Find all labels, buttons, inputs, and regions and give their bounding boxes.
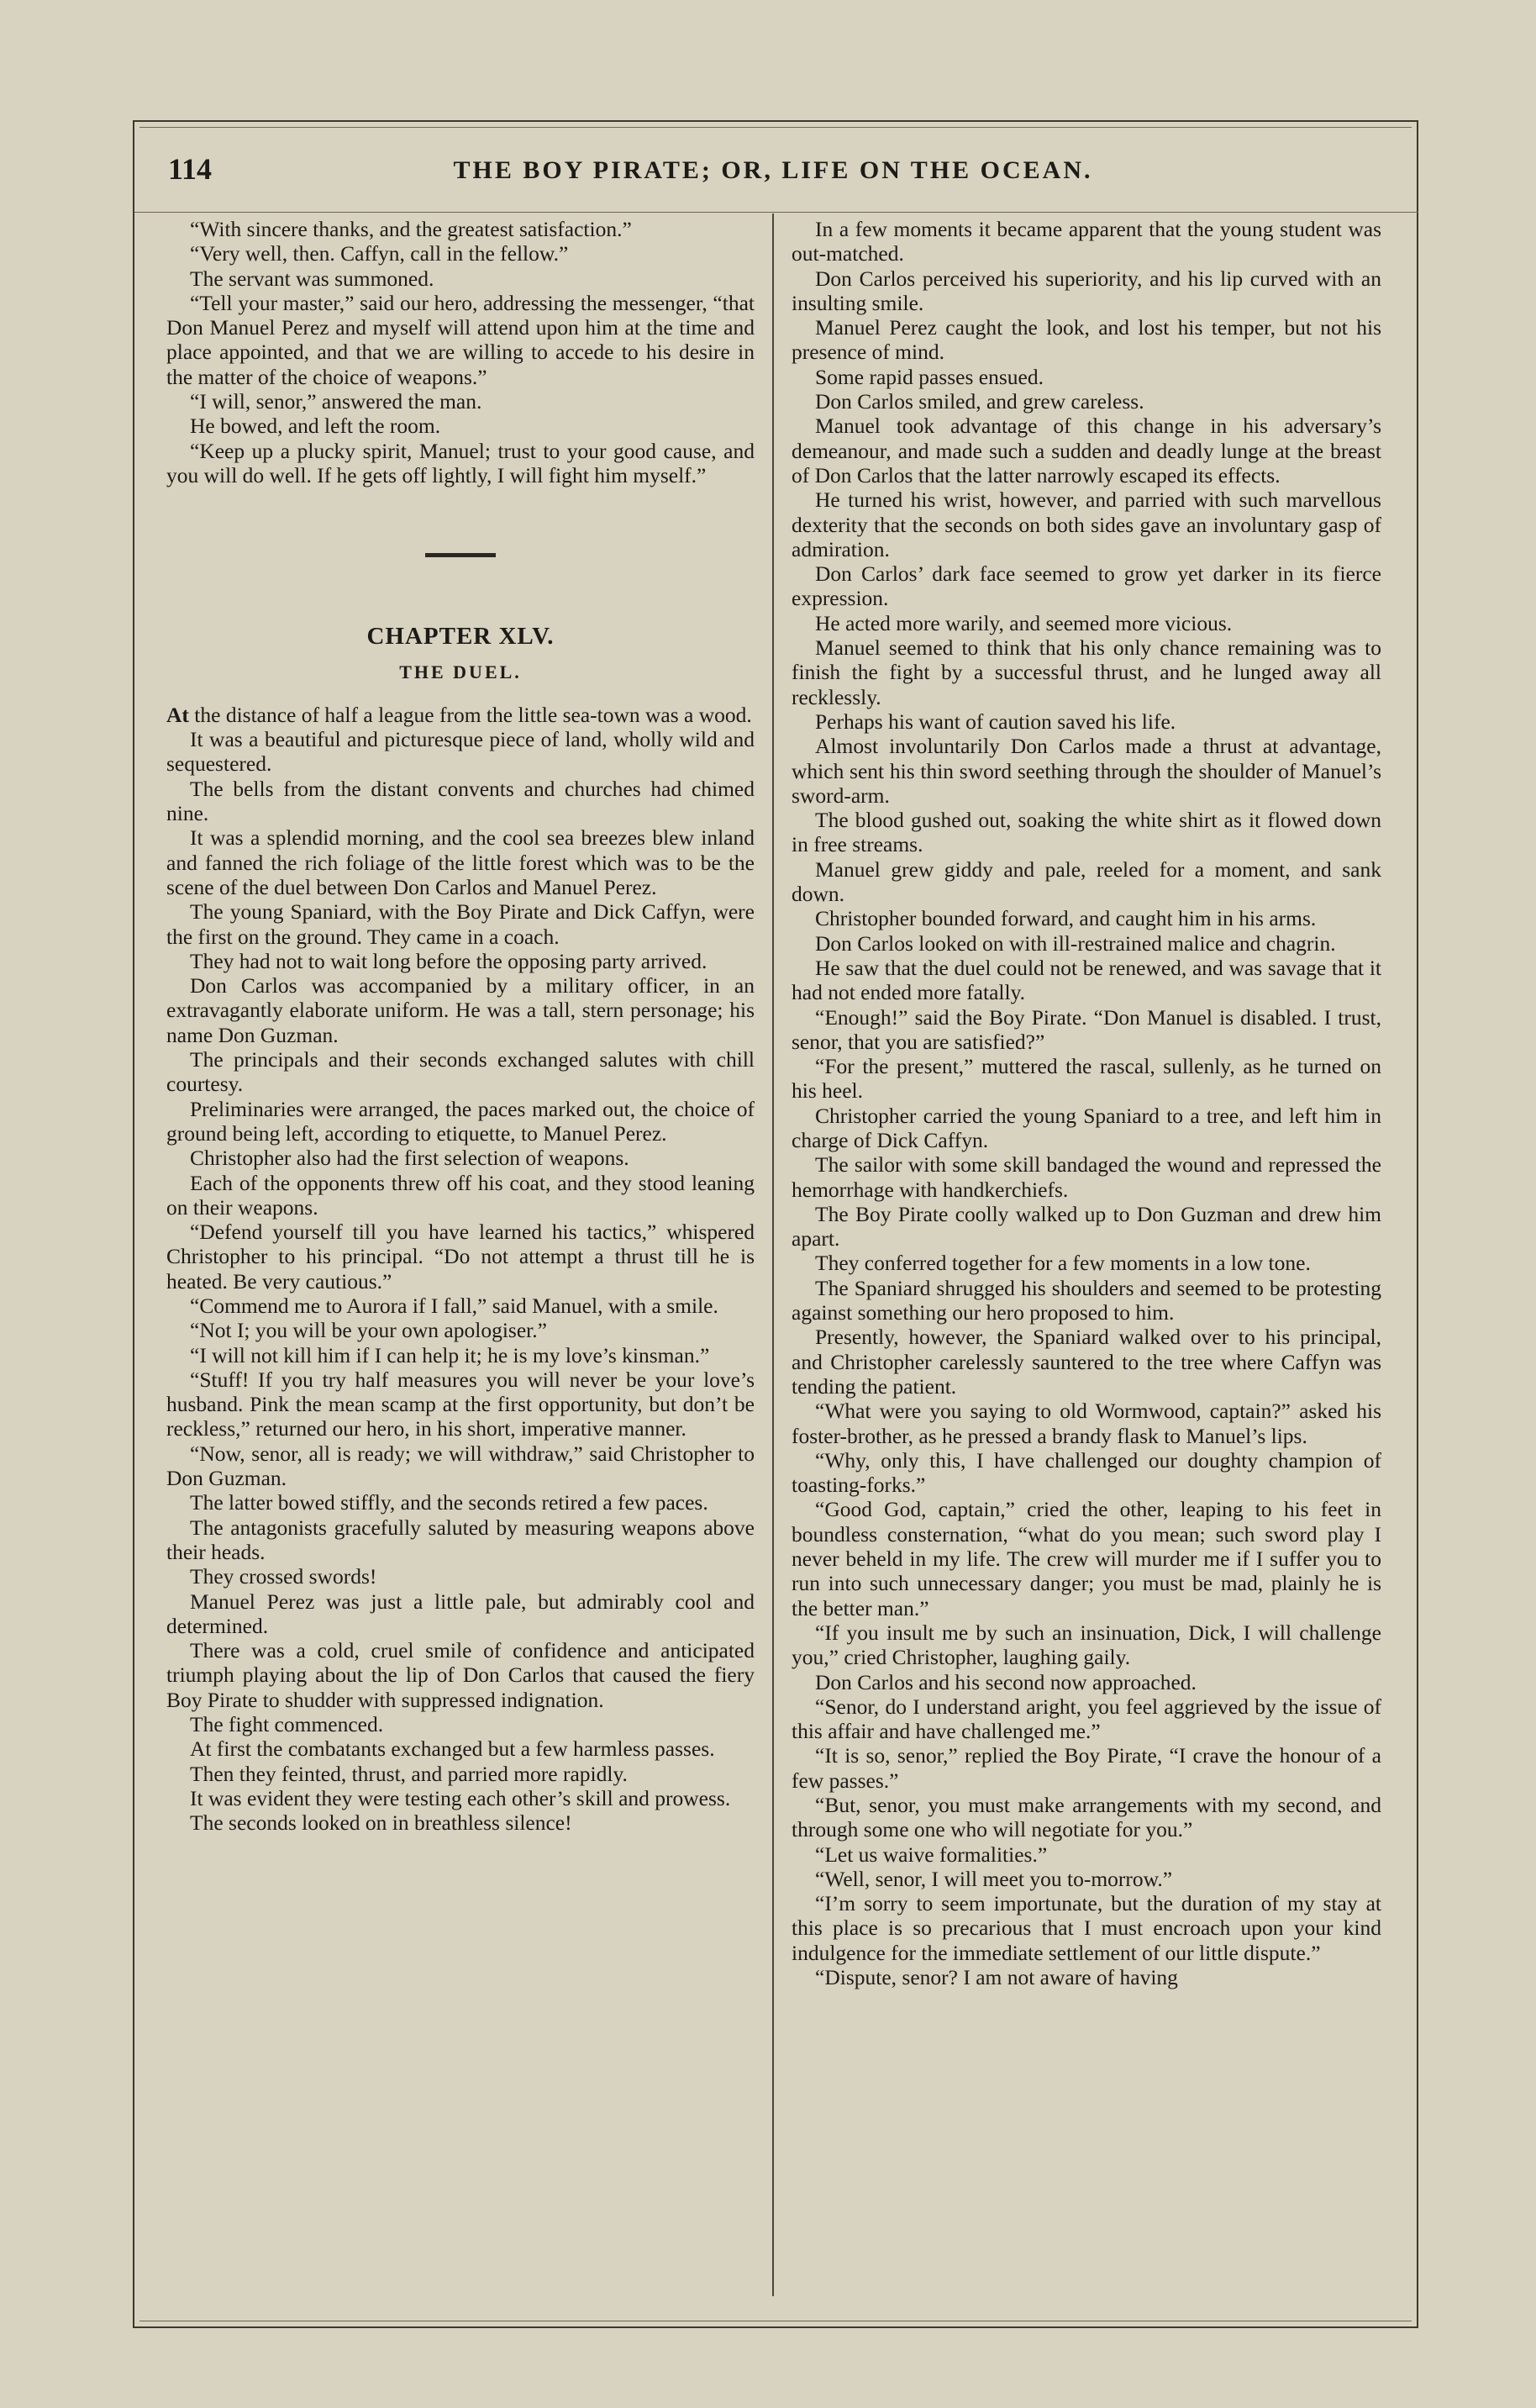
paragraph: The principals and their seconds exchanged salutes with chill courtesy. <box>166 1047 755 1097</box>
paragraph: The Boy Pirate coolly walked up to Don Guzman and drew him apart. <box>792 1201 1381 1251</box>
paragraph: “I will, senor,” answered the man. <box>190 389 482 414</box>
column-divider <box>772 213 774 2296</box>
paragraph: Some rapid passes ensued. <box>815 364 1044 389</box>
right-column <box>792 217 1381 1989</box>
paragraph: Christopher bounded forward, and caught him in his arms. <box>815 906 1317 931</box>
chapter-first-word: At <box>166 702 189 727</box>
paragraph: Each of the opponents threw off his coat, and they stood leaning on their weapons. <box>166 1170 755 1220</box>
paragraph: It was a splendid morning, and the cool sea breezes blew inland and fanned the rich foliage of the little forest which was to be the scene of the duel between Don Carlos and Manuel Perez. <box>166 825 755 899</box>
paragraph: “Dispute, senor? I am not aware of having <box>815 1965 1178 1990</box>
paragraph: “If you insult me by such an insinuation, Dick, I will challenge you,” cried Christopher, laughing gaily. <box>792 1620 1381 1670</box>
chapter-title: CHAPTER XLV. <box>366 623 555 651</box>
paragraph: Manuel Perez caught the look, and lost his temper, but not his presence of mind. <box>792 315 1381 365</box>
paragraph: “Let us waive formalities.” <box>815 1842 1048 1867</box>
paragraph: “Enough!” said the Boy Pirate. “Don Manuel is disabled. I trust, senor, that you are satisfied?” <box>792 1004 1381 1054</box>
paragraph: “Stuff! If you try half measures you will never be your love’s husband. Pink the mean scamp at the first opportunity, but don’t be reckless,” returned our hero, in his short, imperative manner. <box>166 1367 755 1441</box>
paragraph: He acted more warily, and seemed more vicious. <box>815 610 1233 635</box>
paragraph: Manuel took advantage of this change in his adversary’s demeanour, and made such a sudden and deadly lunge at the breast of Don Carlos that the latter narrowly escaped its effects. <box>792 414 1381 487</box>
running-title: THE BOY PIRATE; OR, LIFE ON THE OCEAN. <box>453 156 1093 184</box>
paragraph: There was a cold, cruel smile of confidence and anticipated triumph playing about the lip of Don Carlos that caused the fiery Boy Pirate to shudder with suppressed indignation. <box>166 1638 755 1712</box>
chapter-subtitle: THE DUEL. <box>399 661 522 682</box>
paragraph: “Now, senor, all is ready; we will withdraw,” said Christopher to Don Guzman. <box>166 1441 755 1491</box>
paragraph: “For the present,” muttered the rascal, sullenly, as he turned on his heel. <box>792 1054 1381 1104</box>
paragraph: Manuel Perez was just a little pale, but admirably cool and determined. <box>166 1589 755 1638</box>
paragraph: The seconds looked on in breathless silence! <box>190 1810 572 1836</box>
paragraph: “Defend yourself till you have learned his tactics,” whispered Christopher to his principal. “Do not attempt a thrust till he is heated. Be very cautious.” <box>166 1220 755 1294</box>
paragraph: He bowed, and left the room. <box>190 414 441 439</box>
paragraph: Don Carlos’ dark face seemed to grow yet darker in its fierce expression. <box>792 561 1381 611</box>
chapter-first-paragraph <box>166 703 755 727</box>
paragraph: It was a beautiful and picturesque piece of land, wholly wild and sequestered. <box>166 727 755 777</box>
paragraph: It was evident they were testing each other’s skill and prowess. <box>190 1785 731 1810</box>
paragraph: At first the combatants exchanged but a few harmless passes. <box>190 1736 715 1762</box>
left-chapter-text <box>166 727 755 1835</box>
paragraph: Manuel grew giddy and pale, reeled for a moment, and sank down. <box>792 856 1381 907</box>
left-column <box>166 217 755 1836</box>
paragraph: “Very well, then. Caffyn, call in the fellow.” <box>190 241 569 266</box>
paragraph: “It is so, senor,” replied the Boy Pirate, “I crave the honour of a few passes.” <box>792 1743 1381 1793</box>
paragraph: “Tell your master,” said our hero, addressing the messenger, “that Don Manuel Perez and myself will attend upon him at the time and place appointed, and that we are willing to accede to his desire in the matter of the choice of weapons.” <box>166 290 755 389</box>
paragraph: The sailor with some skill bandaged the wound and repressed the hemorrhage with handkerchiefs. <box>792 1152 1381 1202</box>
paragraph: Don Carlos smiled, and grew careless. <box>815 389 1144 414</box>
paragraph: In a few moments it became apparent that the young student was out-matched. <box>792 217 1381 266</box>
paragraph: The servant was summoned. <box>190 266 434 291</box>
paragraph: Then they feinted, thrust, and parried more rapidly. <box>190 1761 628 1786</box>
paragraph: Christopher carried the young Spaniard to a tree, and left him in charge of Dick Caffyn. <box>792 1103 1381 1152</box>
paragraph: “Not I; you will be your own apologiser.” <box>190 1318 547 1343</box>
paragraph: The Spaniard shrugged his shoulders and seemed to be protesting against something our hero proposed to him. <box>792 1275 1381 1325</box>
paragraph: The young Spaniard, with the Boy Pirate and Dick Caffyn, were the first on the ground. They came in a coach. <box>166 899 755 949</box>
left-opening-text <box>166 217 755 487</box>
paragraph: Christopher also had the first selection of weapons. <box>190 1146 629 1171</box>
paragraph: “Commend me to Aurora if I fall,” said Manuel, with a smile. <box>190 1293 718 1318</box>
paragraph: Don Carlos looked on with ill-restrained malice and chagrin. <box>815 930 1336 956</box>
paragraph: “Senor, do I understand aright, you feel aggrieved by the issue of this affair and have challenged me.” <box>792 1694 1381 1744</box>
paragraph: “With sincere thanks, and the greatest satisfaction.” <box>190 217 632 241</box>
paragraph: Perhaps his want of caution saved his life. <box>815 709 1176 734</box>
paragraph: They crossed swords! <box>190 1564 377 1589</box>
paragraph: Presently, however, the Spaniard walked over to his principal, and Christopher carelessly sauntered to the tree where Caffyn was tending the patient. <box>792 1325 1381 1399</box>
paragraph: “I will not kill him if I can help it; he is my love’s kinsman.” <box>190 1342 710 1367</box>
paragraph: Manuel seemed to think that his only chance remaining was to finish the fight by a successful thrust, and he lunged away all recklessly. <box>792 635 1381 709</box>
paragraph: Almost involuntarily Don Carlos made a thrust at advantage, which sent his thin sword seething through the shoulder of Manuel’s sword-arm. <box>792 734 1381 808</box>
paragraph: The bells from the distant convents and churches had chimed nine. <box>166 776 755 826</box>
paragraph: The blood gushed out, soaking the white shirt as it flowed down in free streams. <box>792 808 1381 857</box>
header-rule <box>134 212 1418 213</box>
chapter-rule <box>425 553 496 557</box>
paragraph: Preliminaries were arranged, the paces marked out, the choice of ground being left, according to etiquette, to Manuel Perez. <box>166 1096 755 1146</box>
paragraph: Don Carlos and his second now approached. <box>815 1669 1197 1694</box>
paragraph: They had not to wait long before the opposing party arrived. <box>190 948 708 973</box>
page-header <box>168 151 1378 202</box>
paragraph: The antagonists gracefully saluted by measuring weapons above their heads. <box>166 1515 755 1564</box>
paragraph: “But, senor, you must make arrangements with my second, and through some one who will negotiate for you.” <box>792 1793 1381 1842</box>
chapter-first-paragraph-text: the distance of half a league from the little sea-town was a wood. <box>188 702 752 727</box>
paragraph: “I’m sorry to seem importunate, but the duration of my stay at this place is so precarious that I must encroach upon your kind indulgence for the immediate settlement of our little dispute.” <box>792 1891 1381 1965</box>
paragraph: “Good God, captain,” cried the other, leaping to his feet in boundless consternation, “what do you mean; such sword play I never beheld in my life. The crew will murder me if I suffer you to run into such unnecessary danger; you must be mad, plainly he is the better man.” <box>792 1497 1381 1620</box>
paragraph: He turned his wrist, however, and parried with such marvellous dexterity that the seconds on both sides gave an involuntary gasp of admiration. <box>792 487 1381 561</box>
paragraph: “Well, senor, I will meet you to-morrow.” <box>815 1866 1173 1891</box>
paragraph: The fight commenced. <box>190 1712 384 1737</box>
paragraph: The latter bowed stiffly, and the seconds retired a few paces. <box>190 1490 708 1515</box>
paragraph: Don Carlos perceived his superiority, and his lip curved with an insulting smile. <box>792 266 1381 315</box>
paragraph: He saw that the duel could not be renewed, and was savage that it had not ended more fatally. <box>792 955 1381 1005</box>
paragraph: “What were you saying to old Wormwood, captain?” asked his foster-brother, as he pressed a brandy flask to Manuel’s lips. <box>792 1399 1381 1448</box>
paragraph: “Keep up a plucky spirit, Manuel; trust to your good cause, and you will do well. If he gets off lightly, I will fight him myself.” <box>166 438 755 487</box>
page-number: 114 <box>168 152 213 186</box>
paragraph: Don Carlos was accompanied by a military officer, in an extravagantly elaborate uniform. He was a tall, stern personage; his name Don Guzman. <box>166 973 755 1047</box>
right-column-text <box>792 217 1381 1989</box>
paragraph: They conferred together for a few moments in a low tone. <box>815 1251 1311 1276</box>
paragraph: “Why, only this, I have challenged our doughty champion of toasting-forks.” <box>792 1447 1381 1498</box>
